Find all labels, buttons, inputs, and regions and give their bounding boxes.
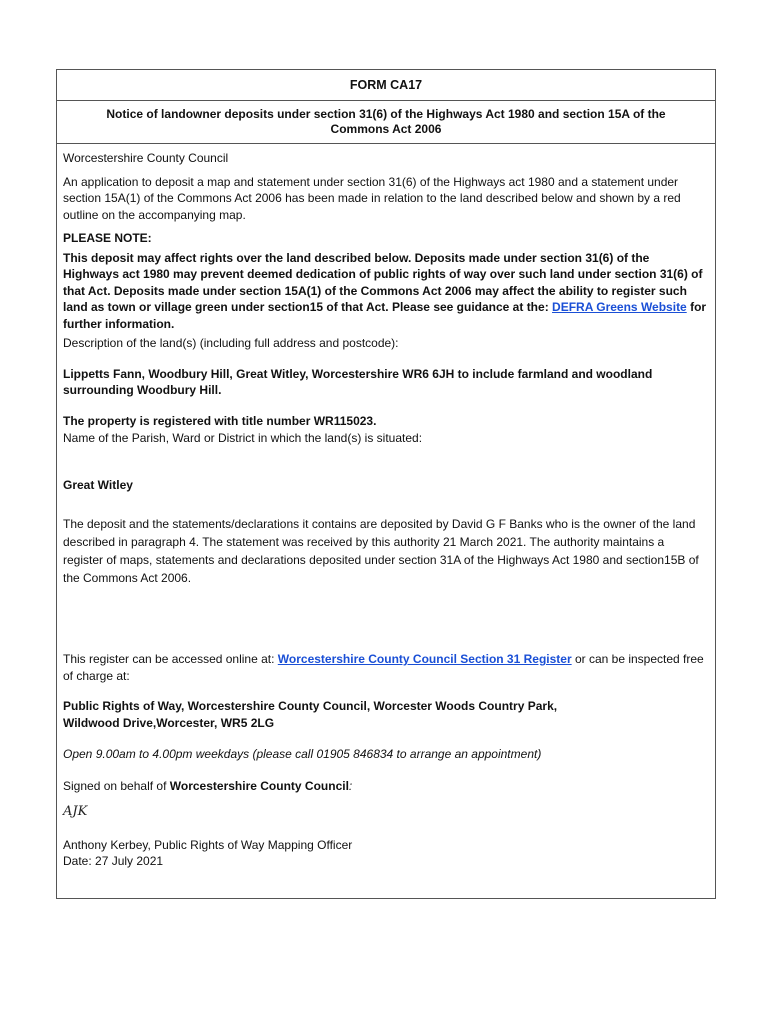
opening-hours: Open 9.00am to 4.00pm weekdays (please call 01905 846834 to arrange an appointment) <box>63 747 542 761</box>
notice-line-1: Notice of landowner deposits under section 31(6) of the Highways Act 1980 and section 15A of the <box>106 107 666 121</box>
section-31-register-link[interactable]: Worcestershire County Council Section 31 Register <box>277 652 572 666</box>
please-note-after-link: for further information. <box>63 300 707 331</box>
please-note-heading: PLEASE NOTE: <box>63 231 152 245</box>
defra-greens-link[interactable]: DEFRA Greens Website <box>552 300 687 314</box>
address-line-2: Wildwood Drive,Worcester, WR5 2LG <box>63 715 275 730</box>
signatory-name: Anthony Kerbey, Public Rights of Way Mapping Officer <box>63 837 353 852</box>
please-note-body: This deposit may affect rights over the land described below. Deposits made under section 31(6) of the Highways act 1980 may prevent deemed dedication of public rights of way over such land under section 31(6) of that Act. Deposits made under section 15A(1) of the Commons Act 2006 may affect the ability to register such land as town or village green under section15 of that Act. Please see guidance at the: <box>63 250 703 314</box>
deposit-text: The deposit and the statements/declarations it contains are deposited by David G F Banks who is the owner of the land described in paragraph 4. The statement was received by this authority 21 March 2021. The authority maintains a register of maps, statements and declarations deposited under section 31A of the Highways Act 1980 and section15B of the Commons Act 2006. <box>63 517 699 585</box>
form-ca17 <box>56 69 716 899</box>
council-name: Worcestershire County Council <box>63 151 229 165</box>
signed-prefix: Signed on behalf of <box>63 778 170 793</box>
title-number: The property is registered with title number WR115023. <box>63 413 377 428</box>
parish-name: Great Witley <box>63 477 133 492</box>
signed-council: Worcestershire County Council <box>169 778 349 793</box>
register-text <box>63 651 707 684</box>
signed-suffix: : <box>348 778 353 793</box>
land-description: Lippetts Fann, Woodbury Hill, Great Witley, Worcestershire WR6 6JH to include farmland and woodland surrounding Woodbury Hill. <box>63 366 653 397</box>
parish-label: Name of the Parish, Ward or District in which the land(s) is situated: <box>63 431 423 445</box>
form-body <box>57 144 715 870</box>
signature-date: Date: 27 July 2021 <box>63 854 164 868</box>
address-line-1: Public Rights of Way, Worcestershire County Council, Worcester Woods Country Park, <box>63 699 558 713</box>
please-note-text <box>63 250 707 333</box>
register-after-link: or can be inspected free of charge at: <box>63 652 704 683</box>
notice-line-2: Commons Act 2006 <box>330 122 442 136</box>
signature-mark: AJK <box>63 804 88 819</box>
application-text: An application to deposit a map and statement under section 31(6) of the Highways act 1980 and a statement under section 15A(1) of the Commons Act 2006 has been made in relation to the land described below and shown by a red outline on the accompanying map. <box>63 174 681 222</box>
land-description-label: Description of the land(s) (including full address and postcode): <box>63 336 399 350</box>
form-title: FORM CA17 <box>57 70 715 101</box>
signed-on-behalf <box>63 778 707 795</box>
register-before-link: This register can be accessed online at: <box>63 652 278 666</box>
notice-heading <box>57 101 715 144</box>
